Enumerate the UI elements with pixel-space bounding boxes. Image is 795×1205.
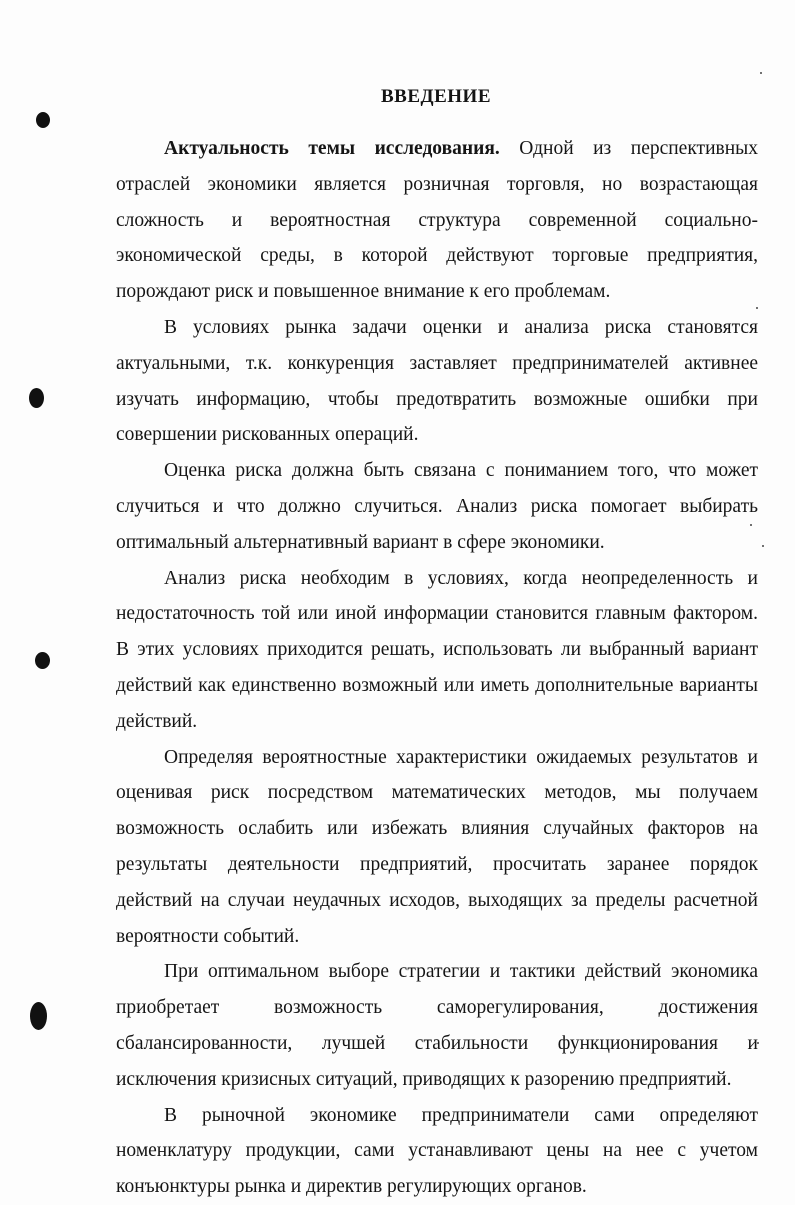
- paragraph-4: Анализ риска необходим в условиях, когда неопределенность и недостаточность той или иной информации становится главным фактором. В этих условиях приходится решать, использовать ли выбранный вариант действий как единственно возможный или иметь дополнительные варианты действий.: [116, 567, 758, 732]
- punch-hole-4: [30, 1002, 47, 1030]
- paragraph-1: [116, 131, 758, 310]
- punch-hole-3: [35, 652, 50, 669]
- paragraph-6: При оптимальном выборе стратегии и тактики действий экономика приобретает возможность саморегулирования, достижения сбалансированности, лучшей стабильности функционирования и исключения кризисных ситуаций, приводящих к разорению предприятий.: [116, 961, 758, 1090]
- paragraph-5: Определяя вероятностные характеристики ожидаемых результатов и оценивая риск посредством математических методов, мы получаем возможность ослабить или избежать влияния случайных факторов на результаты деятельности предприятий, просчитать заранее порядок действий на случаи неудачных исходов, выходящих за пределы расчетной вероятности событий.: [116, 746, 758, 947]
- scan-speck: [760, 72, 762, 74]
- punch-hole-2: [29, 388, 44, 408]
- paragraph-text: Одной из перспективных отраслей экономики является розничная торговля, но возрастающая сложность и вероятностная структура современной социально-экономической среды, в которой действуют торговые предприятия, порождают риск и повышенное внимание к его проблемам.: [116, 138, 759, 303]
- document-title: ВВЕДЕНИЕ: [381, 86, 491, 107]
- document-body: [116, 131, 758, 1205]
- paragraph-3: Оценка риска должна быть связана с пониманием того, что может случиться и что должно случиться. Анализ риска помогает выбирать оптимальный альтернативный вариант в сфере экономики.: [116, 460, 758, 553]
- scan-speck: [762, 545, 764, 547]
- paragraph-lead: Актуальность темы исследования.: [164, 138, 500, 159]
- paragraph-7: В рыночной экономике предприниматели сами определяют номенклатуру продукции, сами устанавливают цены на нее с учетом конъюнктуры рынка и директив регулирующих органов.: [116, 1104, 758, 1198]
- punch-hole-1: [36, 112, 50, 128]
- paragraph-2: В условиях рынка задачи оценки и анализа риска становятся актуальными, т.к. конкуренция заставляет предпринимателей активнее изучать информацию, чтобы предотвратить возможные ошибки при совершении рискованных операций.: [116, 316, 758, 446]
